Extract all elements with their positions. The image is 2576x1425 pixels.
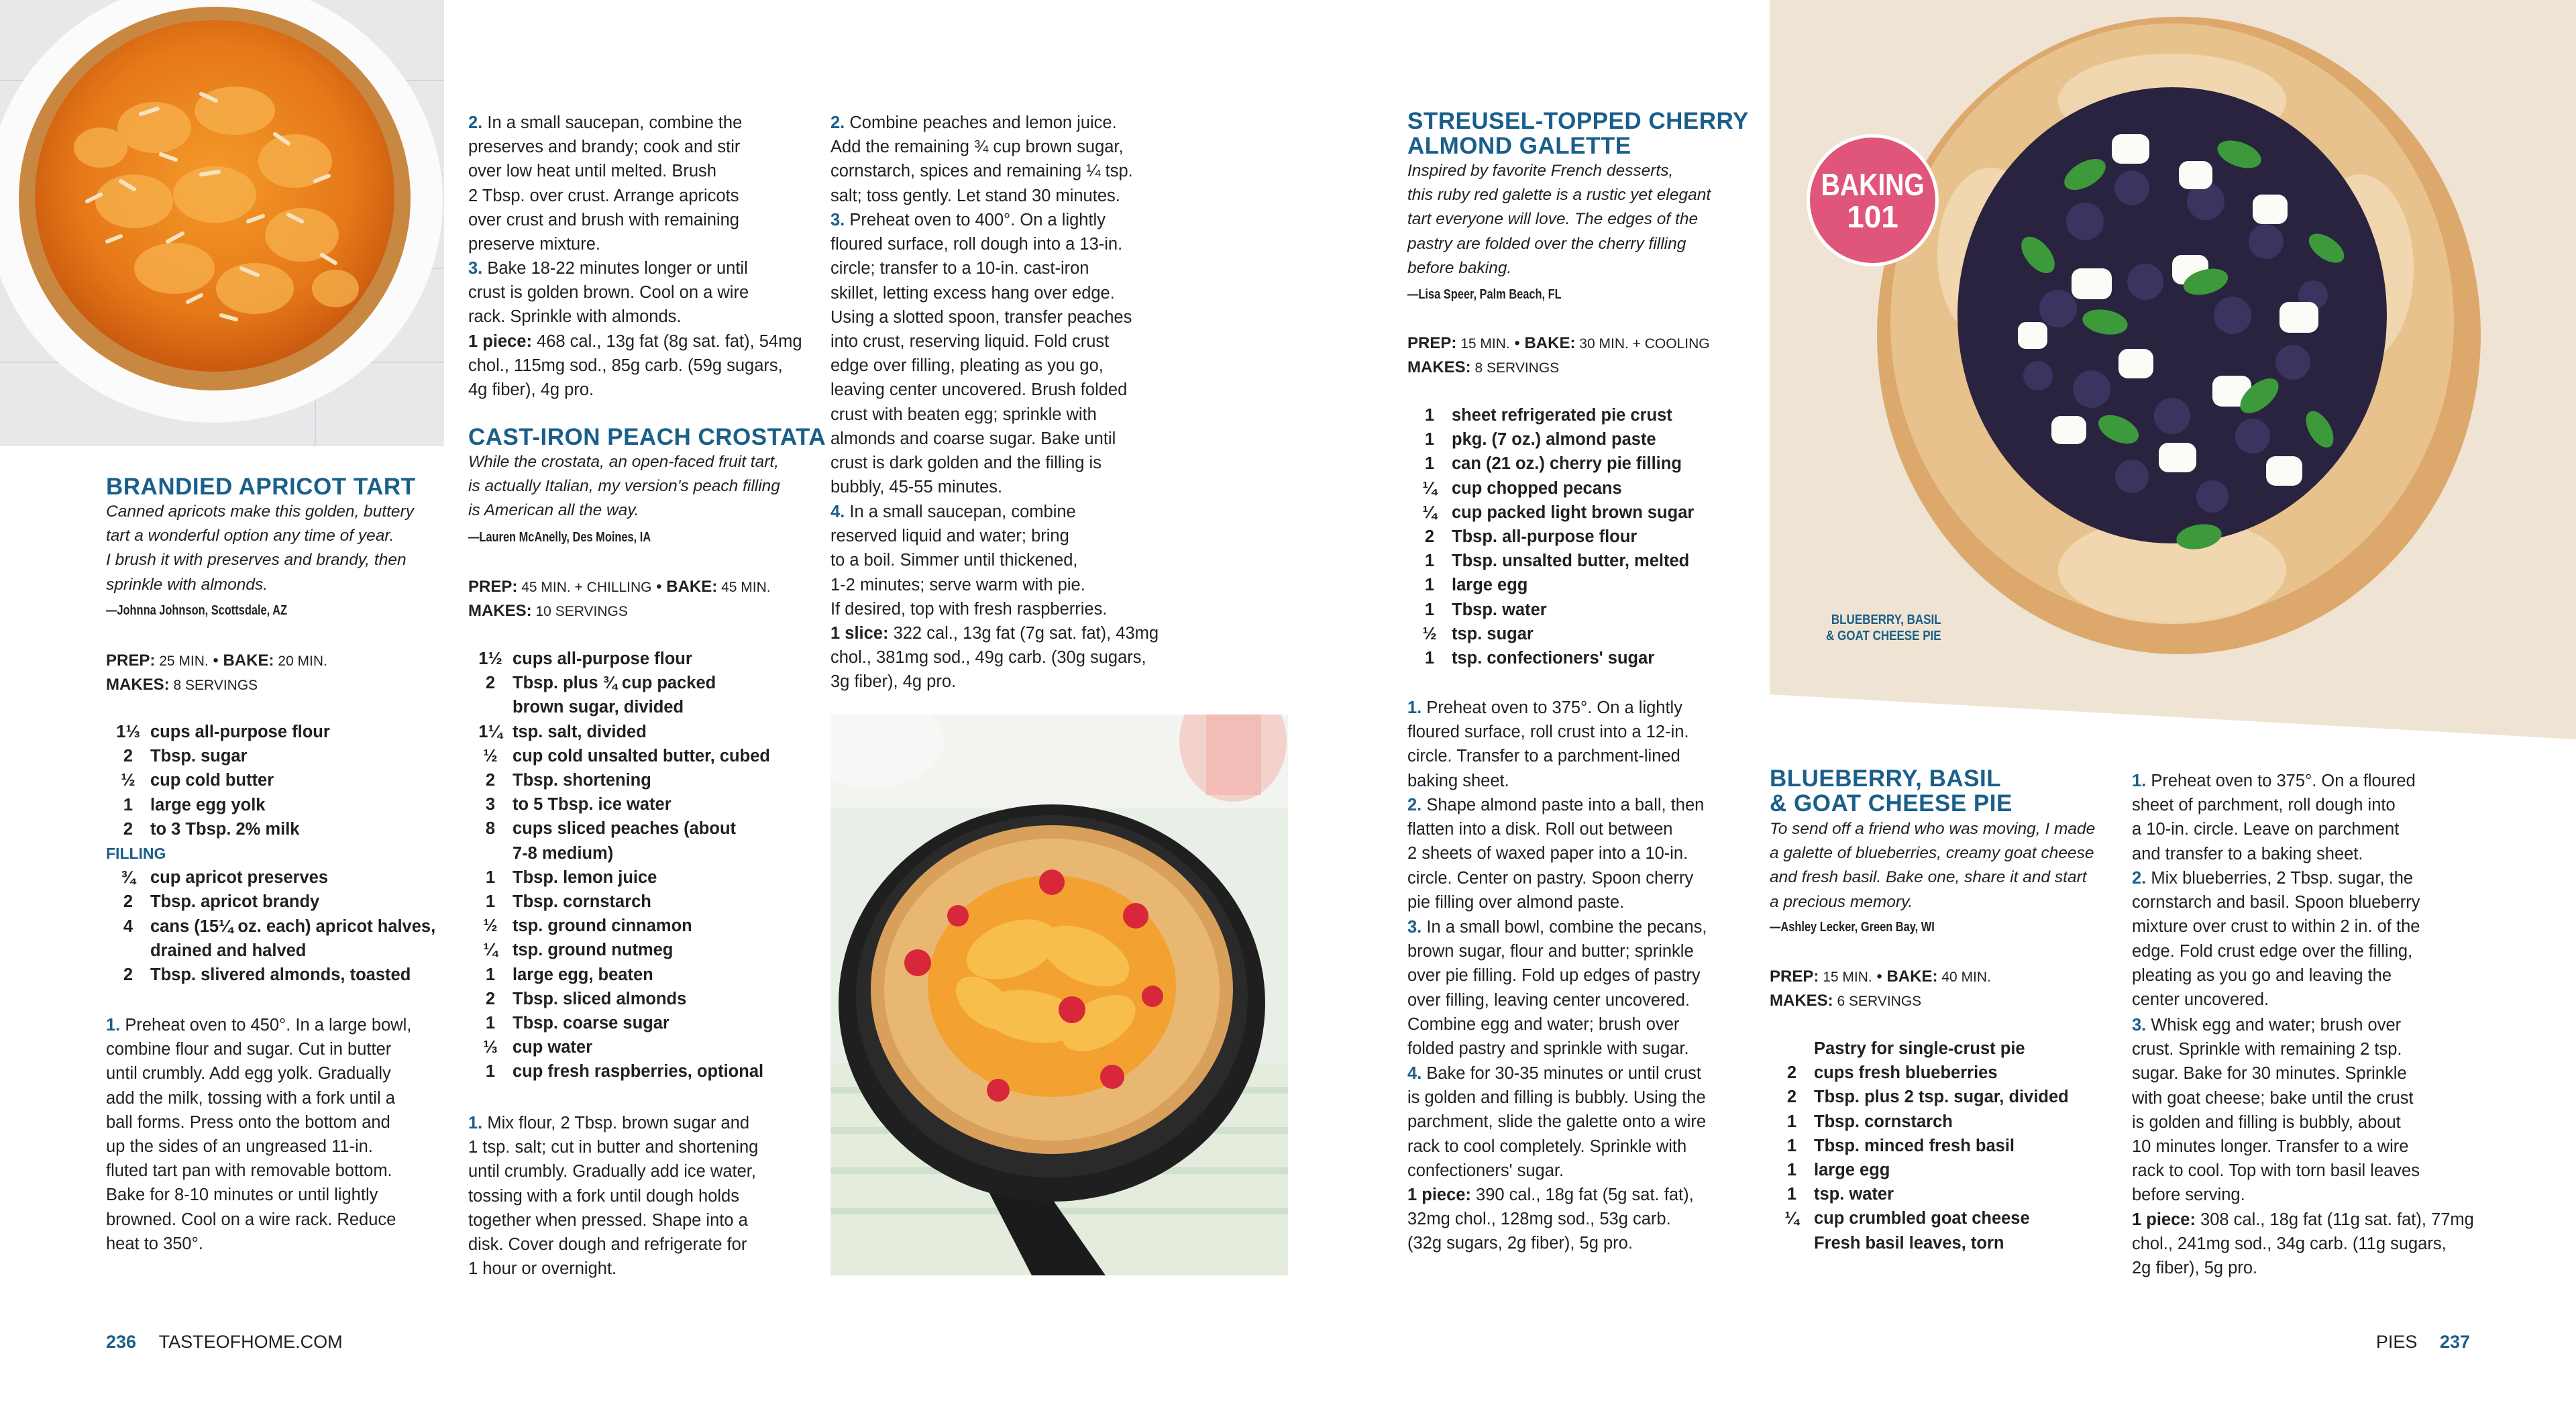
caption-line-1: BLUEBERRY, BASIL bbox=[1831, 613, 1941, 627]
ingredient: 1¼ tsp. salt, divided bbox=[478, 722, 647, 741]
page-number-left: 236 bbox=[106, 1332, 137, 1352]
prep-label: PREP: bbox=[1407, 334, 1457, 352]
ingredient: 3 to 5 Tbsp. ice water bbox=[485, 795, 672, 814]
site-name: TASTEOFHOME.COM bbox=[158, 1332, 343, 1352]
ingredient: ¼ cup crumbled goat cheese bbox=[1784, 1209, 2030, 1228]
ingredient: 1 Tbsp. water bbox=[1424, 600, 1547, 619]
ingredient: ½ tsp. ground cinnamon bbox=[483, 916, 692, 936]
ingredient: 1 tsp. water bbox=[1786, 1185, 1894, 1204]
cherry-title bbox=[1407, 109, 1749, 158]
ingredient: 1½ cups all-purpose flour bbox=[478, 649, 692, 668]
bake-value: 20 MIN. bbox=[274, 653, 327, 669]
ingredient: 1 Tbsp. lemon juice bbox=[485, 867, 657, 887]
bake-value: 30 MIN. + COOLING bbox=[1575, 336, 1710, 352]
peach-step-3: 3. Preheat oven to 400°. On a lightly floured surface, roll dough into a 13-in. circle; transfer to a 10-in. cast-iron skillet, letting excess hang over edge. Using a slotted spoon, transfer peaches into crust, reserving liquid. Fold crust edge over filling, pleating as you go, leaving center uncovered. Brush folded crust with beaten egg; sprinkle with almonds and coarse sugar. Bake until crust is dark golden and the filling is bubbly, 45-55 minutes. bbox=[830, 211, 1132, 497]
ingredient: 1 large egg bbox=[1424, 576, 1528, 595]
ingredient: ¼ tsp. ground nutmeg bbox=[483, 941, 674, 960]
cherry-title-line-1: STREUSEL-TOPPED CHERRY bbox=[1407, 108, 1749, 134]
blueberry-title bbox=[1770, 766, 2012, 816]
apricot-step-1: 1. Preheat oven to 450°. In a large bowl, combine flour and sugar. Cut in butter until crumbly. Add egg yolk. Gradually add the milk, tossing with a fork until a ball forms. Press onto the bottom and up the sides of an ungreased 11-in. fluted tart pan with removable bottom. Bake for 8-10 minutes or until lightly browned. Cool on a wire rack. Reduce heat to 350°. bbox=[106, 1016, 412, 1253]
page-number-right: 237 bbox=[2439, 1332, 2470, 1352]
bake-label: BAKE: bbox=[1886, 967, 1938, 986]
prep-label: PREP: bbox=[106, 651, 156, 670]
ingredient: 2 Tbsp. sliced almonds bbox=[485, 989, 687, 1008]
blueberry-intro: To send off a friend who was moving, I made a galette of blueberries, creamy goat cheese and fresh basil. Bake one, share it and start a precious memory. bbox=[1770, 820, 2096, 911]
makes-value: 10 SERVINGS bbox=[531, 604, 628, 619]
ingredient: Pastry for single-crust pie bbox=[1814, 1039, 2025, 1058]
prep-label: PREP: bbox=[1770, 967, 1819, 986]
apricot-intro: Canned apricots make this golden, buttery tart a wonderful option any time of year. I brush it with preserves and brandy, then sprinkle with almonds. bbox=[106, 503, 414, 594]
peach-title: CAST-IRON PEACH CROSTATA bbox=[468, 424, 826, 450]
cherry-title-line-2: ALMOND GALETTE bbox=[1407, 133, 1631, 159]
ingredient: drained and halved bbox=[150, 941, 307, 960]
ingredient: ¼ cup packed light brown sugar bbox=[1422, 503, 1695, 522]
cherry-ingredients bbox=[1407, 403, 1756, 670]
ingredient: ⅓ cup water bbox=[483, 1038, 593, 1057]
cherry-step-4: 4. Bake for 30-35 minutes or until crust is golden and filling is bubbly. Using the parchment, slide the galette onto a wire rack to cool completely. Sprinkle with confectioners' sugar. bbox=[1407, 1064, 1707, 1180]
ingredient: ½ cup cold butter bbox=[121, 771, 274, 790]
blueberry-byline: —Ashley Lecker, Green Bay, WI bbox=[1770, 920, 1935, 935]
ingredient: 2 Tbsp. sugar bbox=[123, 747, 248, 766]
blueberry-title-line-2: & GOAT CHEESE PIE bbox=[1770, 790, 2012, 816]
badge-line-2: 101 bbox=[1847, 199, 1898, 234]
makes-value: 8 SERVINGS bbox=[1470, 360, 1560, 376]
blueberry-nutrition: 1 piece: 308 cal., 18g fat (11g sat. fat), 77mg chol., 241mg sod., 34g carb. (11g sugars, 2g fiber), 5g pro. bbox=[2132, 1210, 2474, 1278]
bake-value: 45 MIN. bbox=[717, 580, 771, 595]
ingredient: 1 Tbsp. minced fresh basil bbox=[1786, 1136, 2015, 1155]
peach-step-2: 2. Combine peaches and lemon juice. Add the remaining ¾ cup brown sugar, cornstarch, spices and remaining ¼ tsp. salt; toss gently. Let stand 30 minutes. bbox=[830, 113, 1133, 205]
ingredient: 1⅓ cups all-purpose flour bbox=[116, 723, 330, 741]
ingredient: 2 Tbsp. slivered almonds, toasted bbox=[123, 965, 411, 985]
prep-value: 25 MIN. bbox=[155, 653, 209, 669]
ingredient: 2 Tbsp. plus 2 tsp. sugar, divided bbox=[1786, 1088, 2069, 1107]
ingredient: ½ cup cold unsalted butter, cubed bbox=[483, 746, 770, 766]
blueberry-step-2: 2. Mix blueberries, 2 Tbsp. sugar, the cornstarch and basil. Spoon blueberry mixture over crust to within 2 in. of the edge. Fold crust edge over the filling, pleating as you go and leaving the center uncovered. bbox=[2132, 869, 2420, 1010]
section-name: PIES bbox=[2375, 1332, 2418, 1352]
cherry-nutrition: 1 piece: 390 cal., 18g fat (5g sat. fat), 32mg chol., 128mg sod., 53g carb. (32g sugars, 2g fiber), 5g pro. bbox=[1407, 1185, 1694, 1253]
makes-value: 8 SERVINGS bbox=[169, 678, 258, 693]
baking-101-badge bbox=[1807, 134, 1939, 266]
makes-value: 6 SERVINGS bbox=[1833, 994, 1922, 1009]
apricot-prep: PREP: 25 MIN. • BAKE: 20 MIN. bbox=[106, 651, 327, 670]
ingredient: 2 Tbsp. shortening bbox=[485, 771, 651, 790]
makes-label: MAKES: bbox=[1770, 992, 1833, 1010]
ingredient: 7-8 medium) bbox=[513, 843, 614, 863]
ingredient: ½ tsp. sugar bbox=[1422, 624, 1534, 643]
blueberry-prep: PREP: 15 MIN. • BAKE: 40 MIN. bbox=[1770, 967, 1991, 986]
footer-right bbox=[2376, 1332, 2470, 1352]
ingredient: ¼ cup chopped pecans bbox=[1422, 478, 1622, 498]
footer-left bbox=[106, 1332, 343, 1352]
peach-makes bbox=[468, 599, 628, 624]
ingredient: 1 sheet refrigerated pie crust bbox=[1424, 406, 1672, 425]
peach-crostata-photo bbox=[830, 715, 1288, 1275]
ingredient: 1 Tbsp. cornstarch bbox=[485, 892, 651, 912]
bake-label: BAKE: bbox=[223, 651, 274, 670]
peach-byline: —Lauren McAnelly, Des Moines, IA bbox=[468, 530, 651, 545]
ingredient: 2 to 3 Tbsp. 2% milk bbox=[123, 819, 300, 839]
cherry-byline: —Lisa Speer, Palm Beach, FL bbox=[1407, 287, 1562, 302]
ingredient: 2 cups fresh blueberries bbox=[1786, 1063, 1998, 1083]
badge-line-1: BAKING bbox=[1821, 166, 1925, 202]
prep-value: 45 MIN. + CHILLING bbox=[517, 580, 652, 595]
apricot-tart-photo bbox=[0, 0, 444, 446]
ingredient: 2 Tbsp. all-purpose flour bbox=[1424, 527, 1638, 547]
blueberry-step-1: 1. Preheat oven to 375°. On a floured sheet of parchment, roll dough into a 10-in. circle. Leave on parchment and transfer to a baking sheet. bbox=[2132, 772, 2416, 863]
peach-step-4: 4. In a small saucepan, combine reserved liquid and water; bring to a boil. Simmer until thickened, 1-2 minutes; serve warm with pie. If desired, top with fresh raspberries. bbox=[830, 503, 1108, 619]
bake-label: BAKE: bbox=[666, 578, 718, 596]
peach-step-1: 1. Mix flour, 2 Tbsp. brown sugar and 1 tsp. salt; cut in butter and shortening until crumbly. Gradually add ice water, tossing with a fork until dough holds together when pressed. Shape into a disk. Cover dough and refrigerate for 1 hour or overnight. bbox=[468, 1114, 759, 1279]
blueberry-makes bbox=[1770, 989, 1921, 1014]
peach-intro: While the crostata, an open-faced fruit tart, is actually Italian, my version's peach filling is American all the way. bbox=[468, 453, 780, 520]
filling-subhead: FILLING bbox=[106, 845, 166, 863]
prep-label: PREP: bbox=[468, 578, 518, 596]
ingredient: Fresh basil leaves, torn bbox=[1814, 1233, 2004, 1253]
ingredient: 8 cups sliced peaches (about bbox=[485, 819, 737, 839]
ingredient: 1 pkg. (7 oz.) almond paste bbox=[1424, 430, 1656, 450]
ingredient: 1 cup fresh raspberries, optional bbox=[485, 1062, 764, 1081]
blueberry-ingredients bbox=[1770, 1037, 2118, 1255]
peach-prep: PREP: 45 MIN. + CHILLING • BAKE: 45 MIN. bbox=[468, 578, 771, 596]
ingredient: 4 cans (15¼ oz. each) apricot halves, bbox=[123, 916, 436, 936]
bake-value: 40 MIN. bbox=[1937, 969, 1991, 985]
ingredient: 1 Tbsp. cornstarch bbox=[1786, 1112, 1953, 1131]
prep-value: 15 MIN. bbox=[1456, 336, 1510, 352]
ingredient: ¾ cup apricot preserves bbox=[121, 868, 329, 888]
apricot-step-3: 3. Bake 18-22 minutes longer or until crust is golden brown. Cool on a wire rack. Sprinkle with almonds. bbox=[468, 259, 749, 327]
makes-label: MAKES: bbox=[468, 602, 532, 620]
apricot-makes bbox=[106, 673, 258, 698]
makes-label: MAKES: bbox=[106, 676, 170, 694]
apricot-step-2: 2. In a small saucepan, combine the preserves and brandy; cook and stir over low heat until melted. Brush 2 Tbsp. over crust. Arrange apricots over crust and brush with remaining preserve mixture. bbox=[468, 113, 743, 254]
cherry-intro: Inspired by favorite French desserts, this ruby red galette is a rustic yet elegant tart everyone will love. The edges of the pastry are folded over the cherry filling before baking. bbox=[1407, 162, 1711, 277]
cherry-prep: PREP: 15 MIN. • BAKE: 30 MIN. + COOLING bbox=[1407, 334, 1710, 352]
ingredient: 1 large egg, beaten bbox=[485, 965, 653, 984]
ingredient: 1 tsp. confectioners' sugar bbox=[1424, 649, 1655, 668]
apricot-title: BRANDIED APRICOT TART bbox=[106, 474, 416, 500]
ingredient: 1 Tbsp. unsalted butter, melted bbox=[1424, 551, 1690, 571]
bake-label: BAKE: bbox=[1524, 334, 1576, 352]
ingredient: brown sugar, divided bbox=[513, 698, 684, 717]
cherry-step-2: 2. Shape almond paste into a ball, then flatten into a disk. Roll out between 2 sheets of waxed paper into a 10-in. circle. Center on pastry. Spoon cherry pie filling over almond paste. bbox=[1407, 796, 1705, 912]
blueberry-photo-caption bbox=[1826, 612, 1941, 644]
cherry-makes bbox=[1407, 356, 1559, 380]
ingredient: 1 Tbsp. coarse sugar bbox=[485, 1014, 669, 1033]
blueberry-step-3: 3. Whisk egg and water; brush over crust. Sprinkle with remaining 2 tsp. sugar. Bake for 30 minutes. Sprinkle with goat cheese; bake until the crust is golden and filling is bubbly, about 10 minutes longer. Transfer to a wire rack to cool. Top with torn basil leaves before serving. bbox=[2132, 1016, 2420, 1205]
apricot-byline: —Johnna Johnson, Scottsdale, AZ bbox=[106, 603, 288, 618]
caption-line-2: & GOAT CHEESE PIE bbox=[1826, 629, 1941, 643]
ingredient: 2 Tbsp. plus ¾ cup packed bbox=[485, 674, 716, 693]
prep-value: 15 MIN. bbox=[1819, 969, 1872, 985]
peach-nutrition: 1 slice: 322 cal., 13g fat (7g sat. fat), 43mg chol., 381mg sod., 49g carb. (30g sugars, 3g fiber), 4g pro. bbox=[830, 624, 1159, 692]
peach-ingredients bbox=[468, 647, 817, 1084]
ingredient: 1 large egg bbox=[1786, 1161, 1890, 1180]
apricot-ingredients bbox=[106, 720, 455, 987]
blueberry-title-line-1: BLUEBERRY, BASIL bbox=[1770, 766, 2002, 792]
makes-label: MAKES: bbox=[1407, 358, 1471, 376]
cherry-step-1: 1. Preheat oven to 375°. On a lightly floured surface, roll crust into a 12-in. circle. Transfer to a parchment-lined baking sheet. bbox=[1407, 698, 1689, 790]
ingredient: 2 Tbsp. apricot brandy bbox=[123, 892, 320, 912]
cherry-step-3: 3. In a small bowl, combine the pecans, brown sugar, flour and butter; sprinkle over pie filling. Fold up edges of pastry over filling, leaving center uncovered. Combine egg and water; brush over folded pastry and sprinkle with sugar. bbox=[1407, 918, 1707, 1059]
ingredient: 1 large egg yolk bbox=[123, 795, 266, 814]
apricot-nutrition: 1 piece: 468 cal., 13g fat (8g sat. fat), 54mg chol., 115mg sod., 85g carb. (59g sugars, 4g fiber), 4g pro. bbox=[468, 332, 802, 400]
ingredient: 1 can (21 oz.) cherry pie filling bbox=[1424, 454, 1682, 474]
